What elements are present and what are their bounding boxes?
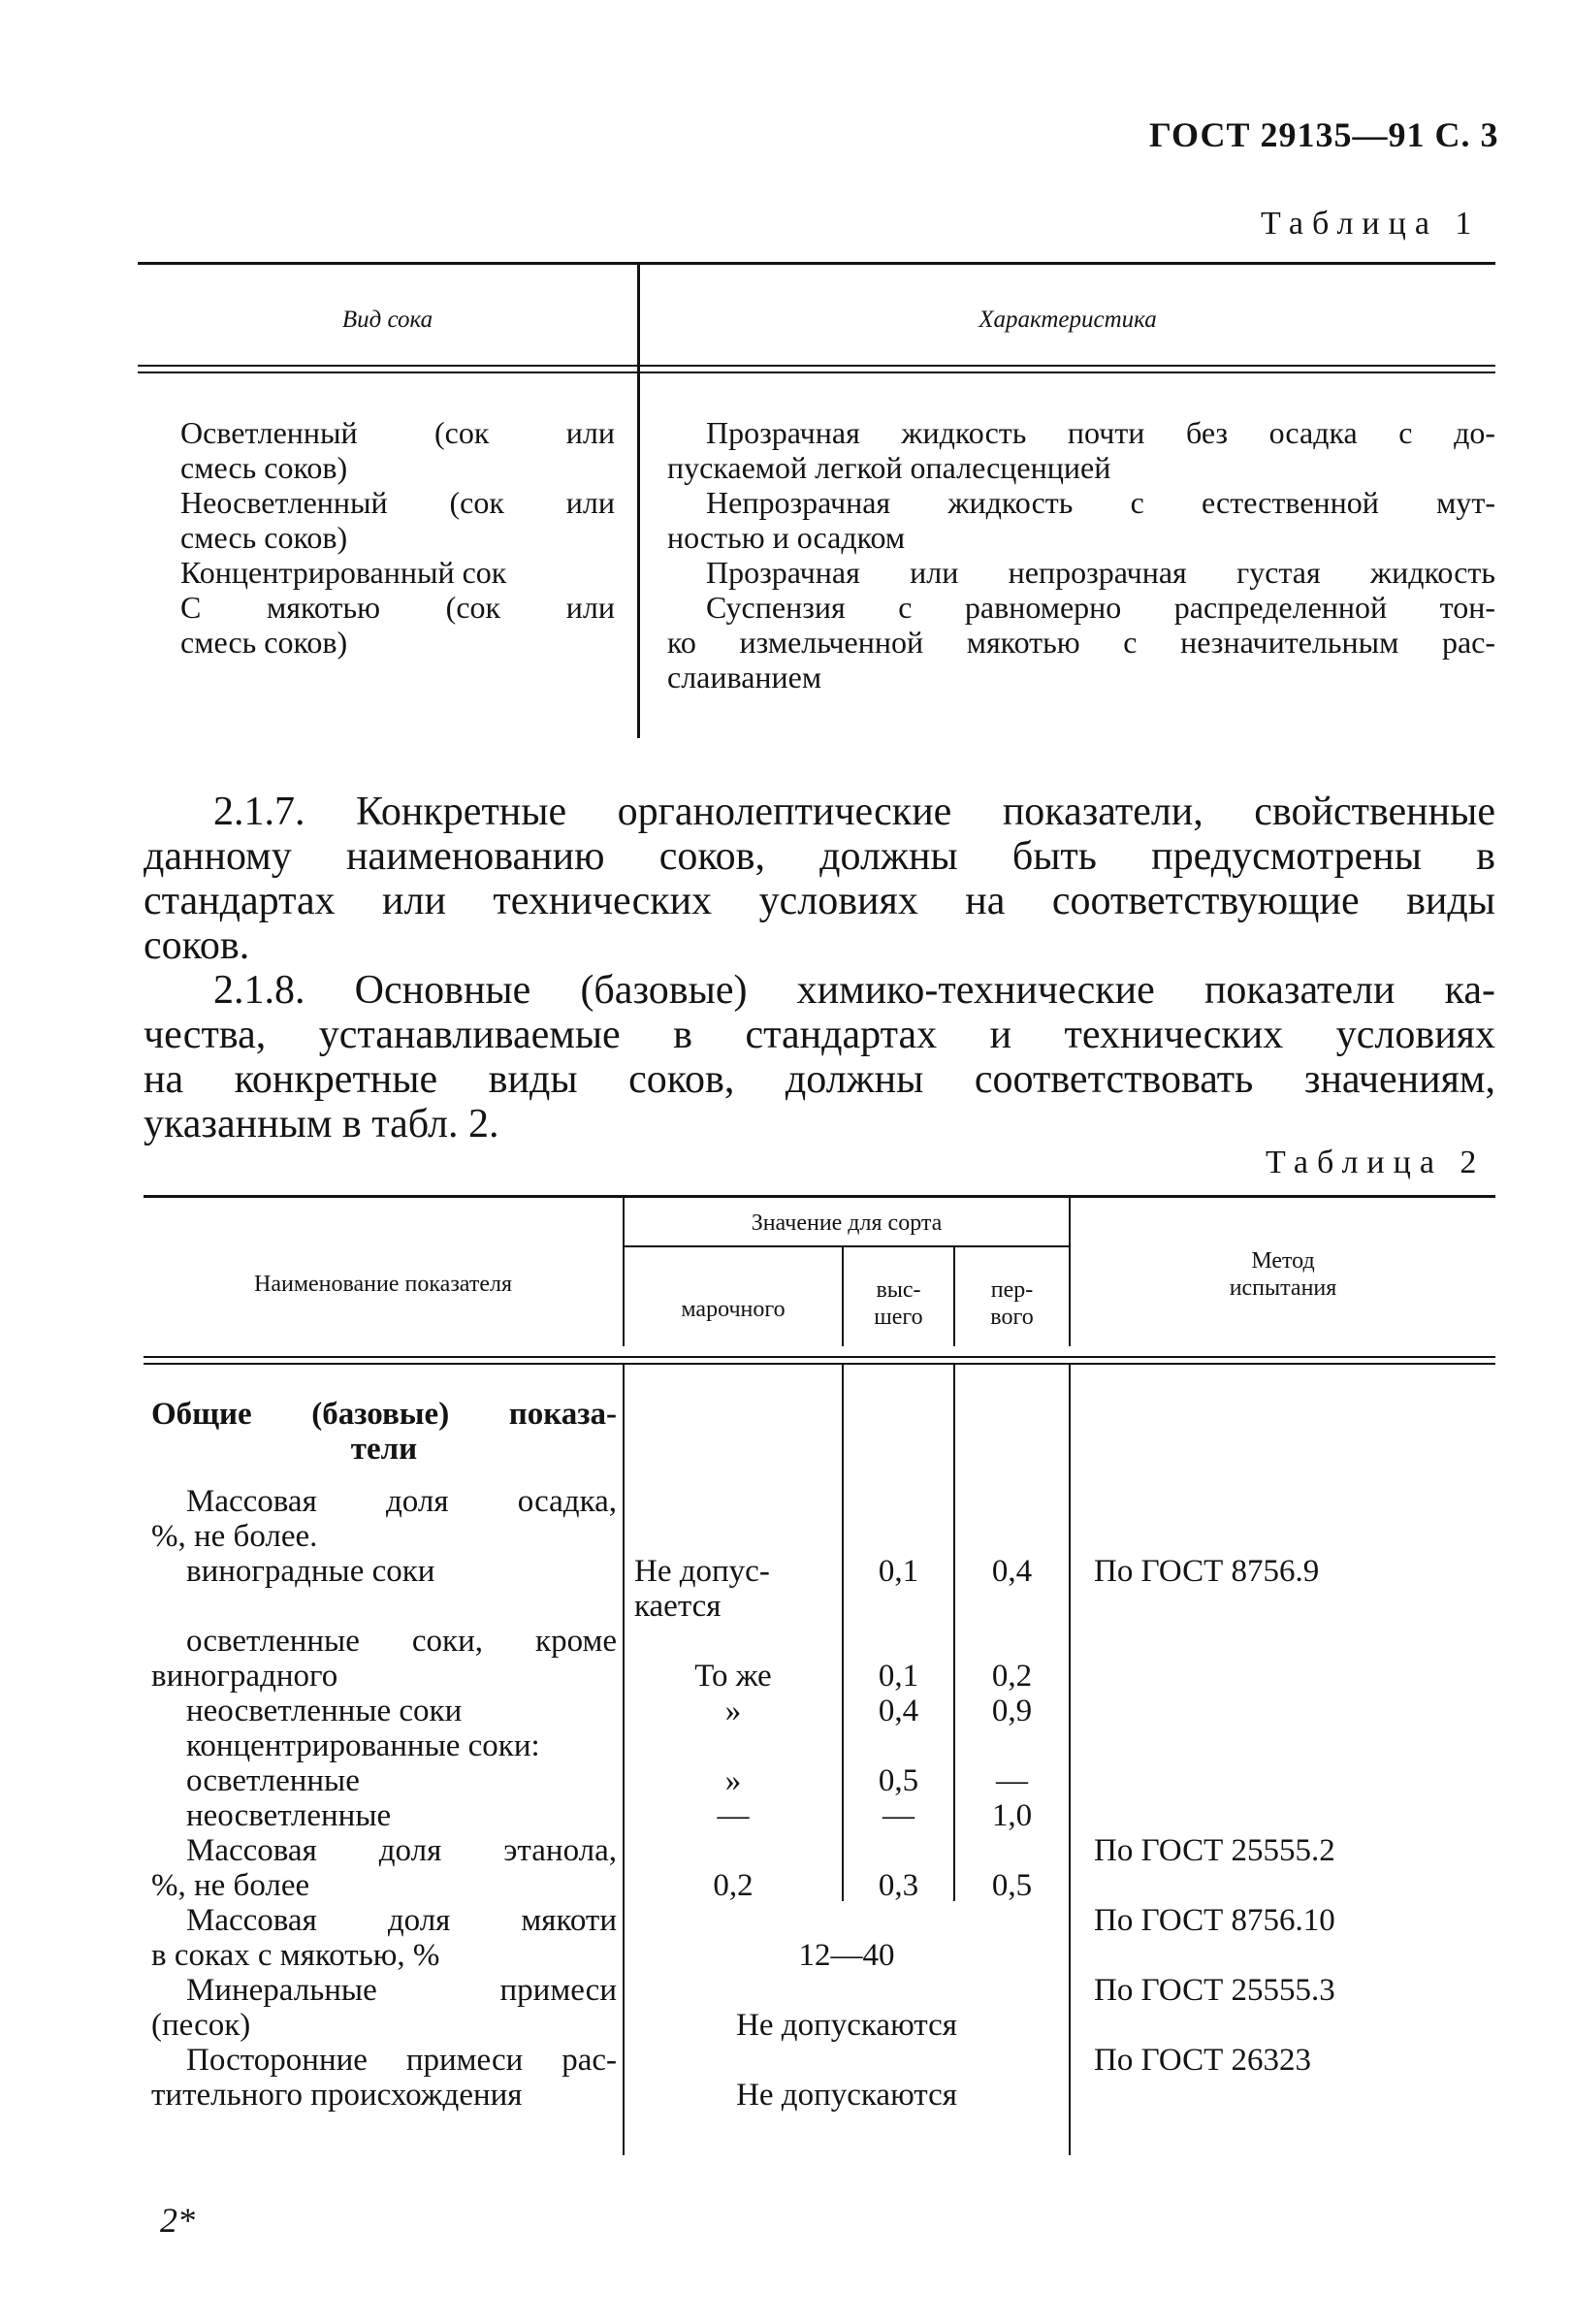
table2-col-vysshego-line: шего: [874, 1305, 923, 1330]
table2-section-line: Общие (базовые) показа-: [151, 1397, 617, 1432]
footer-mark: 2*: [160, 2201, 195, 2240]
paragraph-line: стандартах или технических условиях на соответствующие виды: [144, 879, 1495, 923]
table1-right-column: [667, 415, 1495, 694]
paragraph-2-1-7: [144, 790, 1495, 968]
table2-cell-method: По ГОСТ 8756.9: [1094, 1554, 1320, 1589]
table1-right-line: пускаемой легкой опалесценцией: [667, 450, 1111, 485]
table2-col-pervogo: [955, 1276, 1069, 1331]
table2-col-name: Наименование показателя: [254, 1272, 512, 1297]
table1-divider: [637, 265, 640, 738]
table2-cell-method: По ГОСТ 8756.10: [1094, 1903, 1335, 1938]
table2-cell-pervogo: 0,4: [991, 1554, 1033, 1589]
table1-left-column: [180, 415, 615, 660]
paragraph-line: 2.1.8. Основные (базовые) химико-технические показатели ка-: [213, 968, 1495, 1013]
table1-col-characteristic: Характеристика: [978, 307, 1157, 333]
table2-cell-line: (песок): [151, 2008, 251, 2043]
page-header: ГОСТ 29135—91 С. 3: [1149, 115, 1499, 154]
table1-left-line: Осветленный (сок или: [180, 415, 615, 450]
table1-head-rule-1: [138, 365, 1495, 367]
table2-col-pervogo-line: пер-: [990, 1277, 1034, 1303]
table2-col-pervogo-line: вого: [990, 1305, 1034, 1330]
table2-cell-pervogo: 0,5: [991, 1868, 1033, 1903]
table2-head-rule-1: [144, 1356, 1495, 1358]
table1-left-line: С мякотью (сок или: [180, 590, 615, 625]
table1-caption: Таблица 1: [1261, 206, 1481, 242]
table2-row-plant: [151, 2043, 617, 2113]
table2-head-rule-2: [144, 1363, 1495, 1365]
table1-top-rule: [138, 262, 1495, 265]
table1-right-line: Прозрачная жидкость почти без осадка с до-: [706, 415, 1495, 450]
table2-cell-line: кается: [634, 1589, 722, 1624]
table2-row-mineral: [151, 1973, 617, 2043]
table2-cell-marochnogo: То же: [694, 1659, 772, 1694]
table2-row-concentrated-unclarified: неосветленные: [186, 1798, 392, 1833]
table2-cell-line: Не допус-: [634, 1554, 770, 1589]
table2-cell-vysshego: 0,1: [878, 1554, 919, 1589]
table2-cell-marochnogo: —: [717, 1798, 750, 1833]
table2-col-group: Значение для сорта: [751, 1210, 943, 1236]
table1-right-line: Непрозрачная жидкость с естественной мут-: [706, 485, 1495, 520]
table2-row-sediment: [151, 1484, 617, 1554]
table2-cell-pervogo: —: [996, 1763, 1028, 1798]
paragraph-line: данному наименованию соков, должны быть предусмотрены в: [144, 834, 1495, 879]
table1-left-line: смесь соков): [180, 450, 348, 485]
table2-row-clarified: [151, 1624, 617, 1694]
table2-cell-vysshego: 0,1: [878, 1659, 919, 1694]
table2-col-vysshego: [844, 1276, 953, 1331]
table2-cell-line: Массовая доля этанола,: [186, 1833, 617, 1868]
table2-cell-line: Массовая доля осадка,: [186, 1484, 617, 1519]
table2-cell-line: %, не более.: [151, 1519, 318, 1554]
table2-top-rule: [144, 1195, 1495, 1198]
table2-row-concentrated-clarified: осветленные: [186, 1763, 360, 1798]
table1-right-line: Прозрачная или непрозрачная густая жидкость: [706, 555, 1495, 590]
table2-group-rule: [625, 1245, 1069, 1247]
table2-cell-line: тительного происхождения: [151, 2078, 523, 2113]
table2-col-method-line: Метод: [1251, 1248, 1315, 1274]
table2-cell-vysshego: —: [882, 1798, 914, 1833]
paragraph-line: на конкретные виды соков, должны соответствовать значениям,: [144, 1057, 1495, 1102]
table2-cell-method: По ГОСТ 26323: [1094, 2043, 1311, 2078]
table1-left-line: смесь соков): [180, 625, 348, 660]
table1-left-line: смесь соков): [180, 520, 348, 555]
table2-col-method-line: испытания: [1229, 1275, 1337, 1301]
paragraph-2-1-8: [144, 968, 1495, 1146]
table1-left-line: Концентрированный сок: [180, 555, 507, 590]
table1-right-line: ностью и осадком: [667, 520, 906, 555]
table1-right-line: ко измельченной мякотью с незначительным рас-: [667, 625, 1495, 660]
table1-col-kind: Вид сока: [341, 307, 433, 333]
table2-col-method: [1071, 1247, 1495, 1302]
paragraph-line: 2.1.7. Конкретные органолептические показатели, свойственные: [213, 790, 1495, 834]
table2-cell-vysshego: 0,4: [878, 1694, 919, 1728]
table2-cell-value: Не допускаются: [736, 2008, 957, 2043]
table2-cell-line: Массовая доля мякоти: [186, 1903, 617, 1938]
table2-cell-pervogo: 0,2: [991, 1659, 1033, 1694]
table2-cell-method: По ГОСТ 25555.2: [1094, 1833, 1335, 1868]
table2-row-concentrated: концентрированные соки:: [186, 1728, 540, 1763]
table1-right-line: Суспензия с равномерно распределенной тон-: [706, 590, 1495, 625]
table2-cell-marochnogo: 0,2: [713, 1868, 754, 1903]
paragraph-line: чества, устанавливаемые в стандартах и технических условиях: [144, 1013, 1495, 1057]
table2-cell-method: По ГОСТ 25555.3: [1094, 1973, 1335, 2008]
table2-cell-line: Минеральные примеси: [186, 1973, 617, 2008]
table2-row-ethanol: [151, 1833, 617, 1903]
table2-row-grape: виноградные соки: [186, 1554, 435, 1589]
table2-cell-line: осветленные соки, кроме: [186, 1624, 617, 1659]
paragraph-line: указанным в табл. 2.: [144, 1102, 499, 1146]
table2-cell-line: виноградного: [151, 1659, 338, 1694]
table2-caption: Таблица 2: [1266, 1145, 1486, 1180]
table2-cell-vysshego: 0,5: [878, 1763, 919, 1798]
table2-row-pulp: [151, 1903, 617, 1973]
table2-col-vysshego-line: выс-: [876, 1277, 921, 1303]
table2-row-unclarified: неосветленные соки: [186, 1694, 463, 1728]
table2-cell-marochnogo: »: [724, 1763, 742, 1798]
table2-col-marochnogo: марочного: [681, 1297, 786, 1322]
table1-left-line: Неосветленный (сок или: [180, 485, 615, 520]
table2-cell-line: в соках с мякотью, %: [151, 1938, 440, 1973]
table2-cell-pervogo: 1,0: [991, 1798, 1033, 1833]
table2-cell-line: %, не более: [151, 1868, 310, 1903]
table2-body-vline-method: [1069, 1365, 1071, 2155]
table2-section-heading: [151, 1397, 617, 1467]
table2-cell-vysshego: 0,3: [878, 1868, 919, 1903]
table2-cell-pervogo: 0,9: [991, 1694, 1033, 1728]
table2-section-line: тели: [350, 1432, 418, 1467]
table1-right-line: слаиванием: [667, 660, 822, 694]
table2-cell-value: Не допускаются: [736, 2078, 957, 2113]
table2-cell-marochnogo: »: [724, 1694, 742, 1728]
table2-cell-line: Посторонние примеси рас-: [186, 2043, 617, 2078]
table1-head-rule-2: [138, 371, 1495, 373]
table2-cell-marochnogo: [634, 1554, 840, 1624]
table2-cell-value: 12—40: [798, 1938, 895, 1973]
paragraph-line: соков.: [144, 923, 250, 968]
